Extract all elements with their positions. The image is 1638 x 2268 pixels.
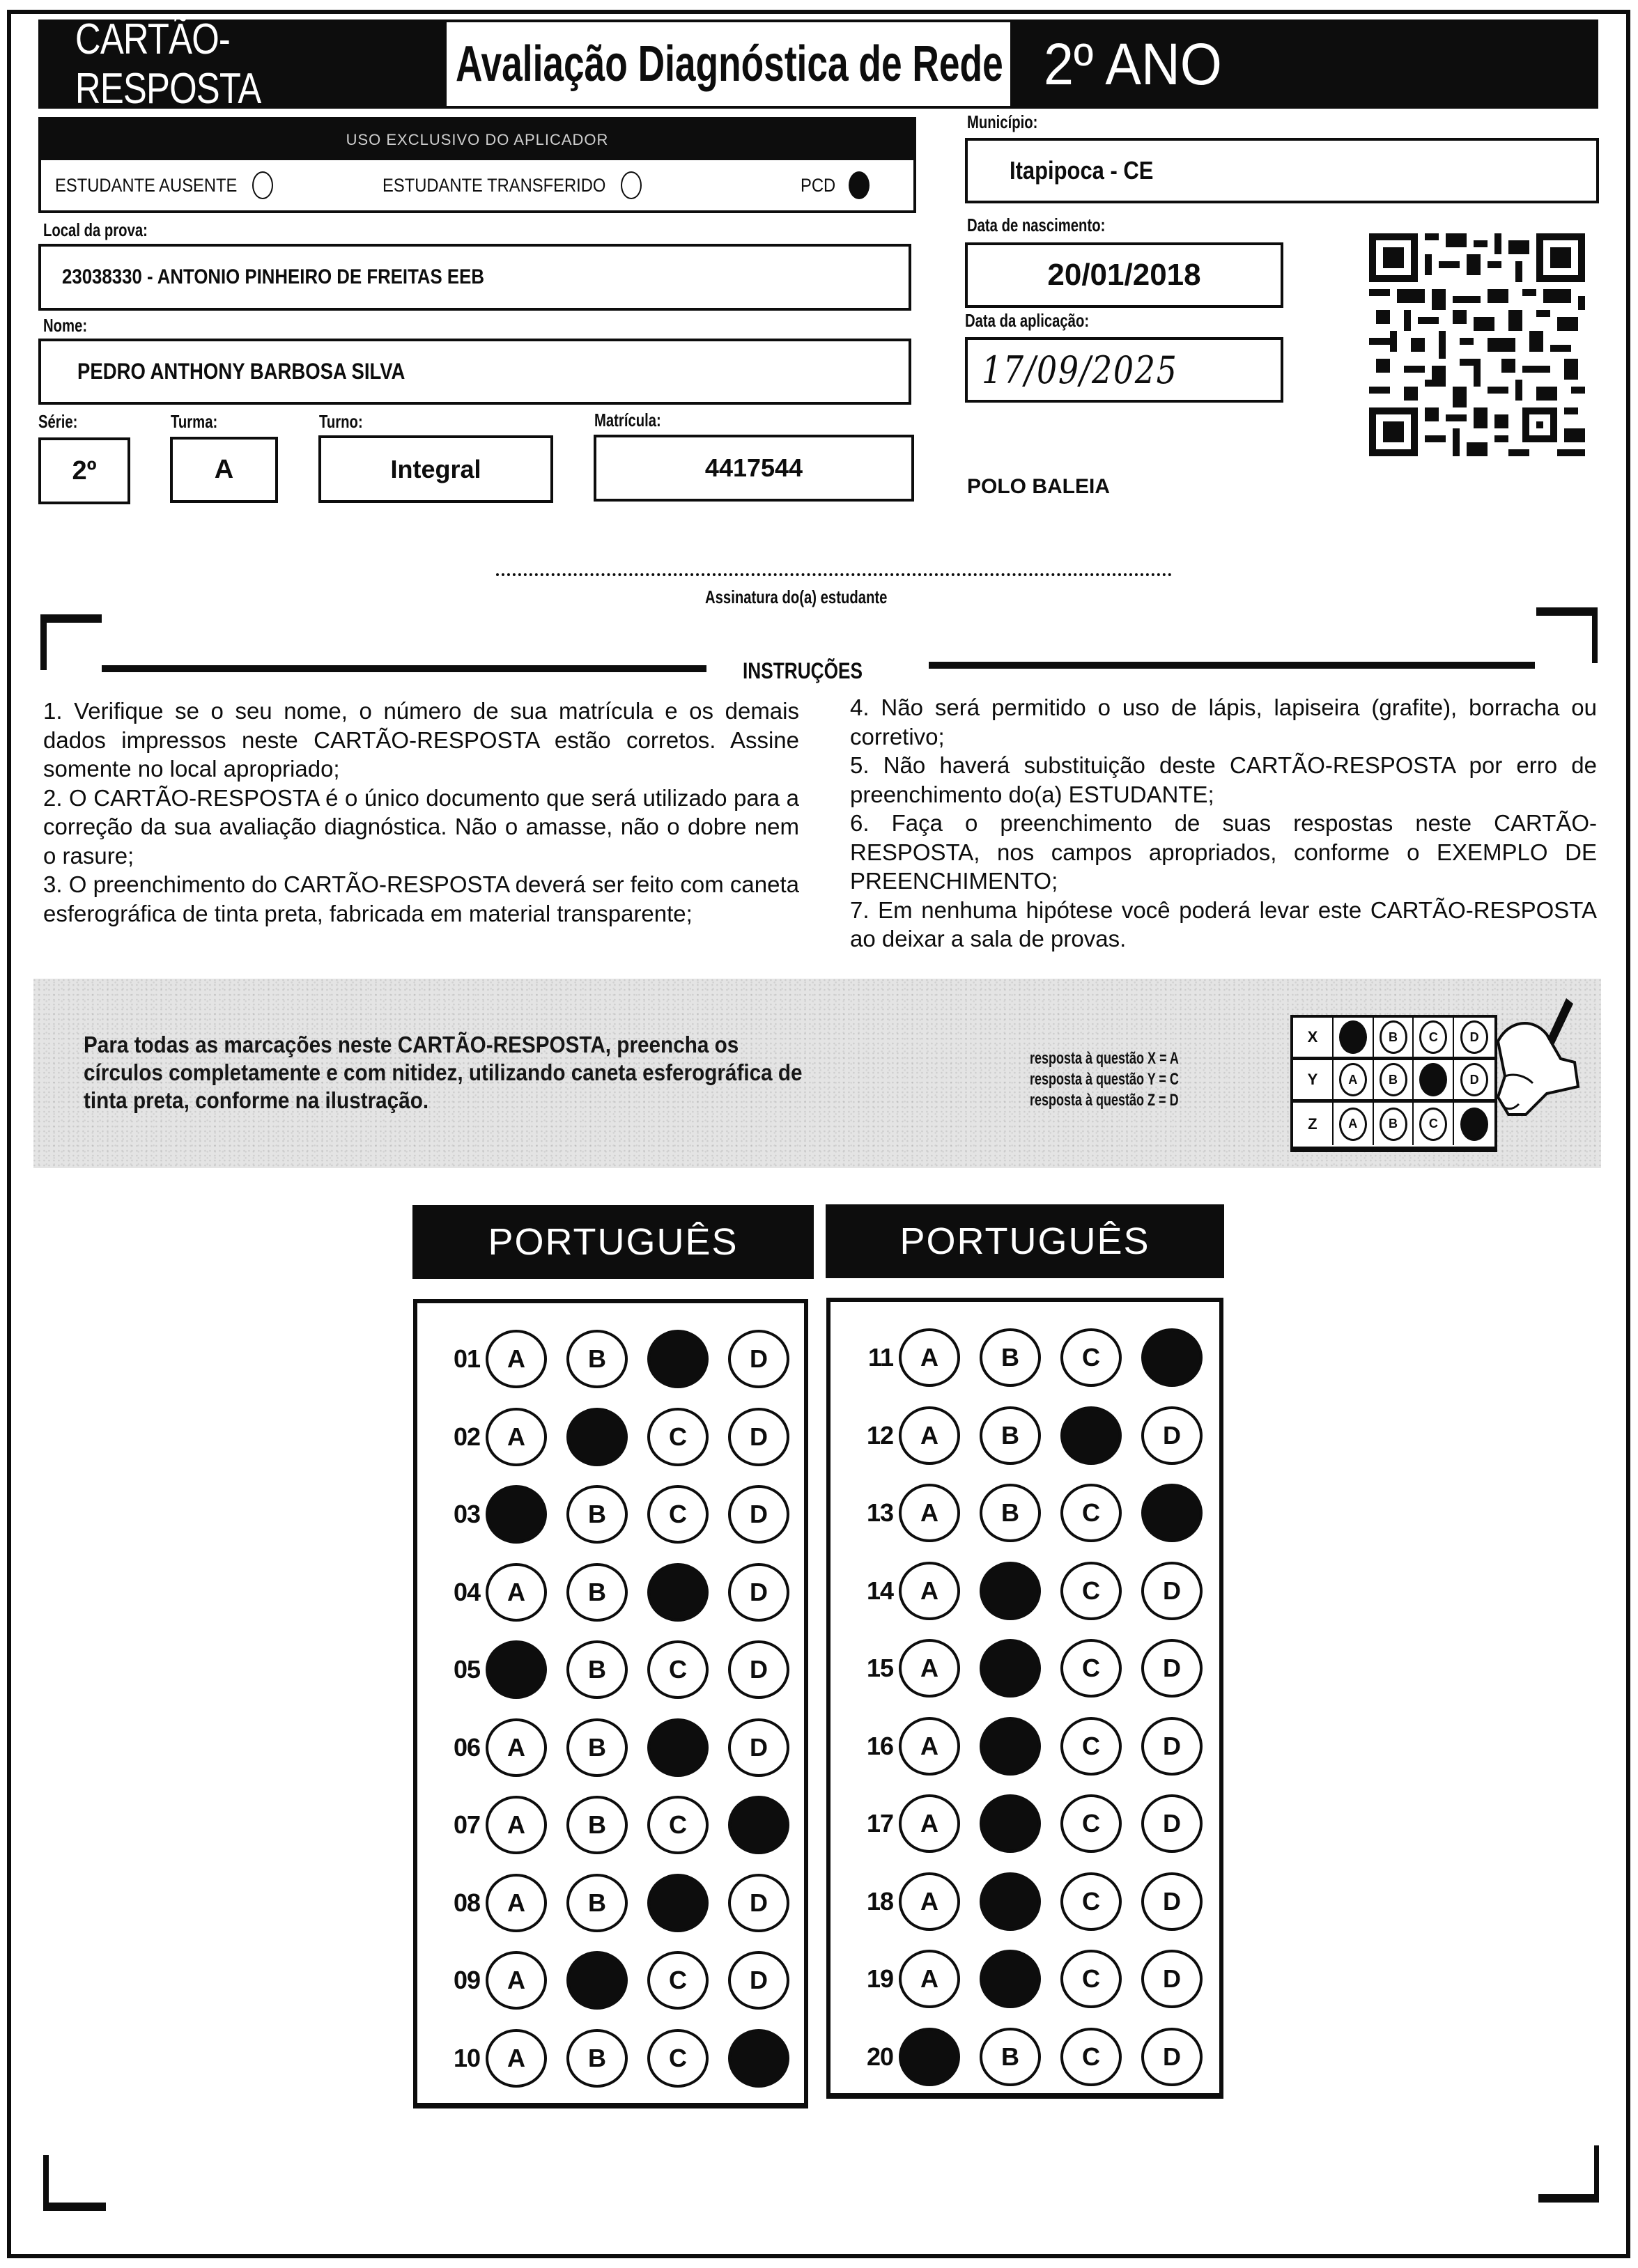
- instructions-title: INSTRUÇÕES: [743, 658, 863, 683]
- answer-bubble[interactable]: C: [1060, 1872, 1122, 1931]
- answer-bubble[interactable]: A: [899, 1872, 960, 1931]
- absent-radio[interactable]: [252, 171, 273, 199]
- answer-bubble[interactable]: D: [1141, 1872, 1203, 1931]
- answer-bubble[interactable]: A: [899, 1717, 960, 1776]
- answer-bubble[interactable]: B: [566, 2029, 628, 2088]
- question-row: [837, 1323, 1222, 1392]
- answer-bubble[interactable]: B: [980, 1328, 1041, 1387]
- answer-bubble[interactable]: C: [1060, 1794, 1122, 1853]
- question-number: 15: [866, 1654, 893, 1682]
- application-date-field[interactable]: [965, 337, 1283, 403]
- instruction-7: 7. Em nenhuma hipótese você poderá levar este CARTÃO-RESPOSTA ao deixar a sala de provas.: [850, 896, 1597, 952]
- instruction-4: 4. Não será permitido o uso de lápis, lapiseira (grafite), borracha ou corretivo;: [850, 694, 1597, 749]
- answer-bubble[interactable]: A: [899, 1794, 960, 1853]
- question-row: [424, 1945, 809, 2015]
- question-row: [837, 1478, 1222, 1548]
- answer-bubble-filled[interactable]: [980, 1717, 1041, 1776]
- question-row: [424, 2024, 809, 2093]
- answer-bubble[interactable]: A: [899, 1639, 960, 1698]
- question-number: 20: [866, 2042, 893, 2071]
- question-number: 08: [453, 1888, 480, 1917]
- answer-bubble[interactable]: A: [486, 1330, 547, 1388]
- answer-bubble[interactable]: C: [1060, 1950, 1122, 2008]
- answer-bubble-filled[interactable]: [899, 2028, 960, 2086]
- answer-bubble-filled[interactable]: [486, 1640, 547, 1699]
- answer-bubble[interactable]: C: [1060, 2028, 1122, 2086]
- answer-bubble[interactable]: B: [980, 1484, 1041, 1542]
- applicator-box: [38, 117, 916, 213]
- answer-bubble[interactable]: A: [486, 1874, 547, 1932]
- answer-bubble-filled[interactable]: [728, 1796, 789, 1854]
- fill-example-grid: [1290, 1015, 1497, 1152]
- hand-pen-icon: [1477, 993, 1582, 1132]
- instruction-1: 1. Verifique se o seu nome, o número de sua matrícula e os demais dados impressos neste CARTÃO-RESPOSTA estão corretos. Assine somente no local apropriado;: [43, 698, 799, 782]
- answer-bubble[interactable]: D: [728, 1330, 789, 1388]
- answer-bubble[interactable]: B: [566, 1874, 628, 1932]
- class-field: A: [170, 437, 278, 503]
- grade-label: Série:: [38, 411, 78, 432]
- answer-bubble[interactable]: D: [728, 1718, 789, 1777]
- question-row: [424, 1324, 809, 1394]
- question-row: [424, 1558, 809, 1627]
- question-number: 02: [453, 1422, 480, 1451]
- question-row: [424, 1635, 809, 1704]
- answer-bubble-filled[interactable]: [566, 1951, 628, 2010]
- question-row: [837, 2022, 1222, 2092]
- answer-grid: [826, 1298, 1223, 2099]
- answer-bubble[interactable]: A: [486, 1718, 547, 1777]
- signature-label: Assinatura do(a) estudante: [705, 587, 888, 607]
- question-row: [424, 1402, 809, 1472]
- answer-bubble[interactable]: C: [647, 2029, 709, 2088]
- signature-line[interactable]: [496, 573, 1172, 576]
- municipio-field: Itapipoca - CE: [965, 138, 1599, 203]
- answer-bubble-filled[interactable]: [647, 1330, 709, 1388]
- instruction-2: 2. O CARTÃO-RESPOSTA é o único documento que será utilizado para a correção da sua avaliação diagnóstica. Não o amasse, não o dobre nem o rasure;: [43, 784, 799, 869]
- question-number: 17: [866, 1809, 893, 1838]
- question-row: [837, 1401, 1222, 1470]
- example-row-x: X B C D: [1293, 1018, 1494, 1060]
- birthdate-label: Data de nascimento:: [967, 215, 1106, 235]
- answer-bubble[interactable]: B: [980, 1406, 1041, 1465]
- answer-bubble[interactable]: D: [728, 1640, 789, 1699]
- answer-bubble-filled[interactable]: [486, 1485, 547, 1544]
- enrollment-label: Matrícula:: [594, 410, 661, 430]
- shift-label: Turno:: [319, 411, 363, 432]
- answer-bubble-filled[interactable]: [980, 1950, 1041, 2008]
- option-pcd-label: PCD: [801, 174, 836, 196]
- answer-bubble[interactable]: A: [486, 1796, 547, 1854]
- grade-badge: 2º ANO: [1044, 31, 1222, 97]
- answer-bubble[interactable]: D: [1141, 2028, 1203, 2086]
- exam-location-label: Local da prova:: [43, 219, 148, 240]
- answer-bubble[interactable]: D: [728, 1408, 789, 1466]
- question-row: [837, 1633, 1222, 1703]
- question-row: [837, 1867, 1222, 1936]
- question-row: [837, 1944, 1222, 2014]
- instructions-left-column: [43, 697, 799, 928]
- grade-field: 2º: [38, 437, 130, 504]
- question-number: 04: [453, 1577, 480, 1606]
- application-date-label: Data da aplicação:: [965, 310, 1090, 331]
- question-number: 10: [453, 2043, 480, 2072]
- answer-bubble[interactable]: D: [728, 1563, 789, 1622]
- answer-bubble[interactable]: D: [728, 1485, 789, 1544]
- answer-bubble-filled[interactable]: [647, 1874, 709, 1932]
- answer-bubble-filled[interactable]: [980, 1639, 1041, 1698]
- answer-bubble[interactable]: C: [1060, 1328, 1122, 1387]
- answer-bubble[interactable]: C: [1060, 1717, 1122, 1776]
- question-number: 12: [866, 1420, 893, 1450]
- question-number: 14: [866, 1576, 893, 1605]
- option-absent-label: ESTUDANTE AUSENTE: [55, 174, 238, 196]
- answer-bubble[interactable]: A: [486, 1408, 547, 1466]
- qr-code-icon: [1369, 233, 1585, 456]
- enrollment-field: 4417544: [594, 435, 914, 502]
- answer-bubble-filled[interactable]: [1141, 1328, 1203, 1387]
- answer-bubble-filled[interactable]: [980, 1794, 1041, 1853]
- answer-bubble[interactable]: A: [899, 1562, 960, 1620]
- corner-mark-top-right-h: [1536, 607, 1598, 616]
- answer-bubble[interactable]: B: [566, 1796, 628, 1854]
- question-row: [837, 1711, 1222, 1781]
- polo-label: POLO BALEIA: [967, 475, 1111, 498]
- answer-bubble[interactable]: C: [647, 1951, 709, 2010]
- answer-bubble[interactable]: D: [1141, 1562, 1203, 1620]
- question-number: 01: [453, 1344, 480, 1373]
- answer-bubble-filled[interactable]: [647, 1718, 709, 1777]
- option-transferred-label: ESTUDANTE TRANSFERIDO: [383, 174, 606, 196]
- instructions-rule-right: [929, 662, 1535, 669]
- question-number: 05: [453, 1655, 480, 1684]
- answer-bubble-filled[interactable]: [647, 1563, 709, 1622]
- answer-bubble-filled[interactable]: [1141, 1484, 1203, 1542]
- question-number: 13: [866, 1498, 893, 1527]
- answer-bubble[interactable]: C: [1060, 1639, 1122, 1698]
- shift-field: Integral: [318, 435, 553, 503]
- pcd-radio-filled[interactable]: [849, 171, 870, 199]
- fill-example-legend: resposta à questão X = A resposta à questão Y = C resposta à questão Z = D: [1030, 1049, 1179, 1110]
- corner-mark-top-left-h: [40, 614, 102, 623]
- corner-mark-top-left: [40, 614, 47, 670]
- answer-bubble[interactable]: D: [1141, 1717, 1203, 1776]
- example-bubble-filled: [1419, 1063, 1447, 1096]
- answer-bubble-filled[interactable]: [728, 2029, 789, 2088]
- instruction-5: 5. Não haverá substituição deste CARTÃO-RESPOSTA por erro de preenchimento do(a) ESTUDANTE;: [850, 752, 1597, 807]
- section-header-portugues: PORTUGUÊS: [826, 1204, 1224, 1278]
- question-number: 07: [453, 1810, 480, 1839]
- grade-banner: [1010, 20, 1598, 109]
- fill-example-text: Para todas as marcações neste CARTÃO-RESPOSTA, preencha os círculos completamente e com nitidez, utilizando caneta esferográfica de tinta preta, conforme na ilustração.: [84, 1032, 803, 1113]
- instructions-rule-left: [102, 665, 706, 672]
- question-row: [424, 1479, 809, 1549]
- answer-bubble[interactable]: D: [728, 1951, 789, 2010]
- instruction-6: 6. Faça o preenchimento de suas respostas neste CARTÃO-RESPOSTA, nos campos apropriados, conforme o EXEMPLO DE PREENCHIMENTO;: [850, 810, 1597, 894]
- question-number: 18: [866, 1886, 893, 1916]
- answer-bubble[interactable]: C: [647, 1408, 709, 1466]
- question-row: [424, 1713, 809, 1782]
- name-label: Nome:: [43, 315, 88, 336]
- question-row: [837, 1789, 1222, 1858]
- corner-mark-bottom-left-h: [43, 2203, 106, 2211]
- answer-bubble[interactable]: D: [1141, 1794, 1203, 1853]
- answer-grid: [413, 1299, 808, 2108]
- answer-bubble[interactable]: A: [899, 1328, 960, 1387]
- question-number: 16: [866, 1731, 893, 1760]
- question-row: [424, 1868, 809, 1938]
- card-title-banner: [38, 15, 448, 113]
- answer-bubble[interactable]: B: [980, 2028, 1041, 2086]
- card-title: CARTÃO-RESPOSTA: [75, 15, 261, 113]
- answer-bubble-filled[interactable]: [566, 1408, 628, 1466]
- answer-bubble[interactable]: A: [899, 1950, 960, 2008]
- instructions-right-column: [850, 693, 1597, 954]
- transferred-radio[interactable]: [621, 171, 642, 199]
- question-row: [837, 1556, 1222, 1626]
- question-number: 06: [453, 1732, 480, 1762]
- answer-bubble[interactable]: A: [486, 1563, 547, 1622]
- answer-bubble[interactable]: A: [899, 1406, 960, 1465]
- exam-title: Avaliação Diagnóstica de Rede: [456, 36, 1003, 92]
- answer-bubble[interactable]: B: [566, 1718, 628, 1777]
- answer-bubble[interactable]: D: [1141, 1950, 1203, 2008]
- answer-bubble[interactable]: D: [1141, 1639, 1203, 1698]
- birthdate-field: 20/01/2018: [965, 242, 1283, 308]
- answer-bubble[interactable]: C: [1060, 1562, 1122, 1620]
- example-bubble-filled: [1339, 1020, 1367, 1054]
- answer-bubble-filled[interactable]: [980, 1562, 1041, 1620]
- answer-bubble[interactable]: B: [566, 1485, 628, 1544]
- answer-bubble-filled[interactable]: [1060, 1406, 1122, 1465]
- handwritten-date: 17/09/2025: [982, 348, 1178, 392]
- example-row-y: Y A B D: [1293, 1060, 1494, 1103]
- answer-bubble[interactable]: B: [566, 1330, 628, 1388]
- instruction-3: 3. O preenchimento do CARTÃO-RESPOSTA deverá ser feito com caneta esferográfica de tinta preta, fabricada em material transparente;: [43, 871, 799, 926]
- answer-bubble[interactable]: C: [647, 1640, 709, 1699]
- student-name-field: PEDRO ANTHONY BARBOSA SILVA: [38, 339, 911, 405]
- answer-bubble[interactable]: D: [1141, 1406, 1203, 1465]
- question-row: [424, 1790, 809, 1860]
- answer-bubble[interactable]: A: [899, 1484, 960, 1542]
- answer-bubble[interactable]: A: [486, 2029, 547, 2088]
- section-header-portugues: PORTUGUÊS: [412, 1205, 814, 1279]
- answer-bubble[interactable]: C: [1060, 1484, 1122, 1542]
- answer-bubble-filled[interactable]: [980, 1872, 1041, 1931]
- question-number: 03: [453, 1500, 480, 1528]
- answer-bubble[interactable]: A: [486, 1951, 547, 2010]
- corner-mark-top-right: [1592, 607, 1598, 663]
- option-pcd[interactable]: [801, 171, 870, 199]
- example-row-z: Z A B C: [1293, 1103, 1494, 1145]
- exam-location-field: 23038330 - ANTONIO PINHEIRO DE FREITAS EEB: [38, 244, 911, 311]
- answer-bubble[interactable]: B: [566, 1563, 628, 1622]
- answer-bubble[interactable]: C: [647, 1796, 709, 1854]
- question-number: 19: [866, 1964, 893, 1993]
- corner-mark-bottom-right-h: [1538, 2194, 1599, 2203]
- exam-title-banner: [447, 20, 1012, 109]
- option-absent[interactable]: [55, 171, 273, 199]
- answer-bubble[interactable]: B: [566, 1640, 628, 1699]
- question-number: 11: [867, 1343, 893, 1372]
- option-transferred[interactable]: [383, 171, 642, 199]
- class-label: Turma:: [171, 411, 218, 432]
- municipio-label: Município:: [967, 111, 1038, 132]
- applicator-banner: USO EXCLUSIVO DO APLICADOR: [41, 120, 913, 160]
- question-number: 09: [453, 1966, 480, 1994]
- answer-bubble[interactable]: D: [728, 1874, 789, 1932]
- answer-bubble[interactable]: C: [647, 1485, 709, 1544]
